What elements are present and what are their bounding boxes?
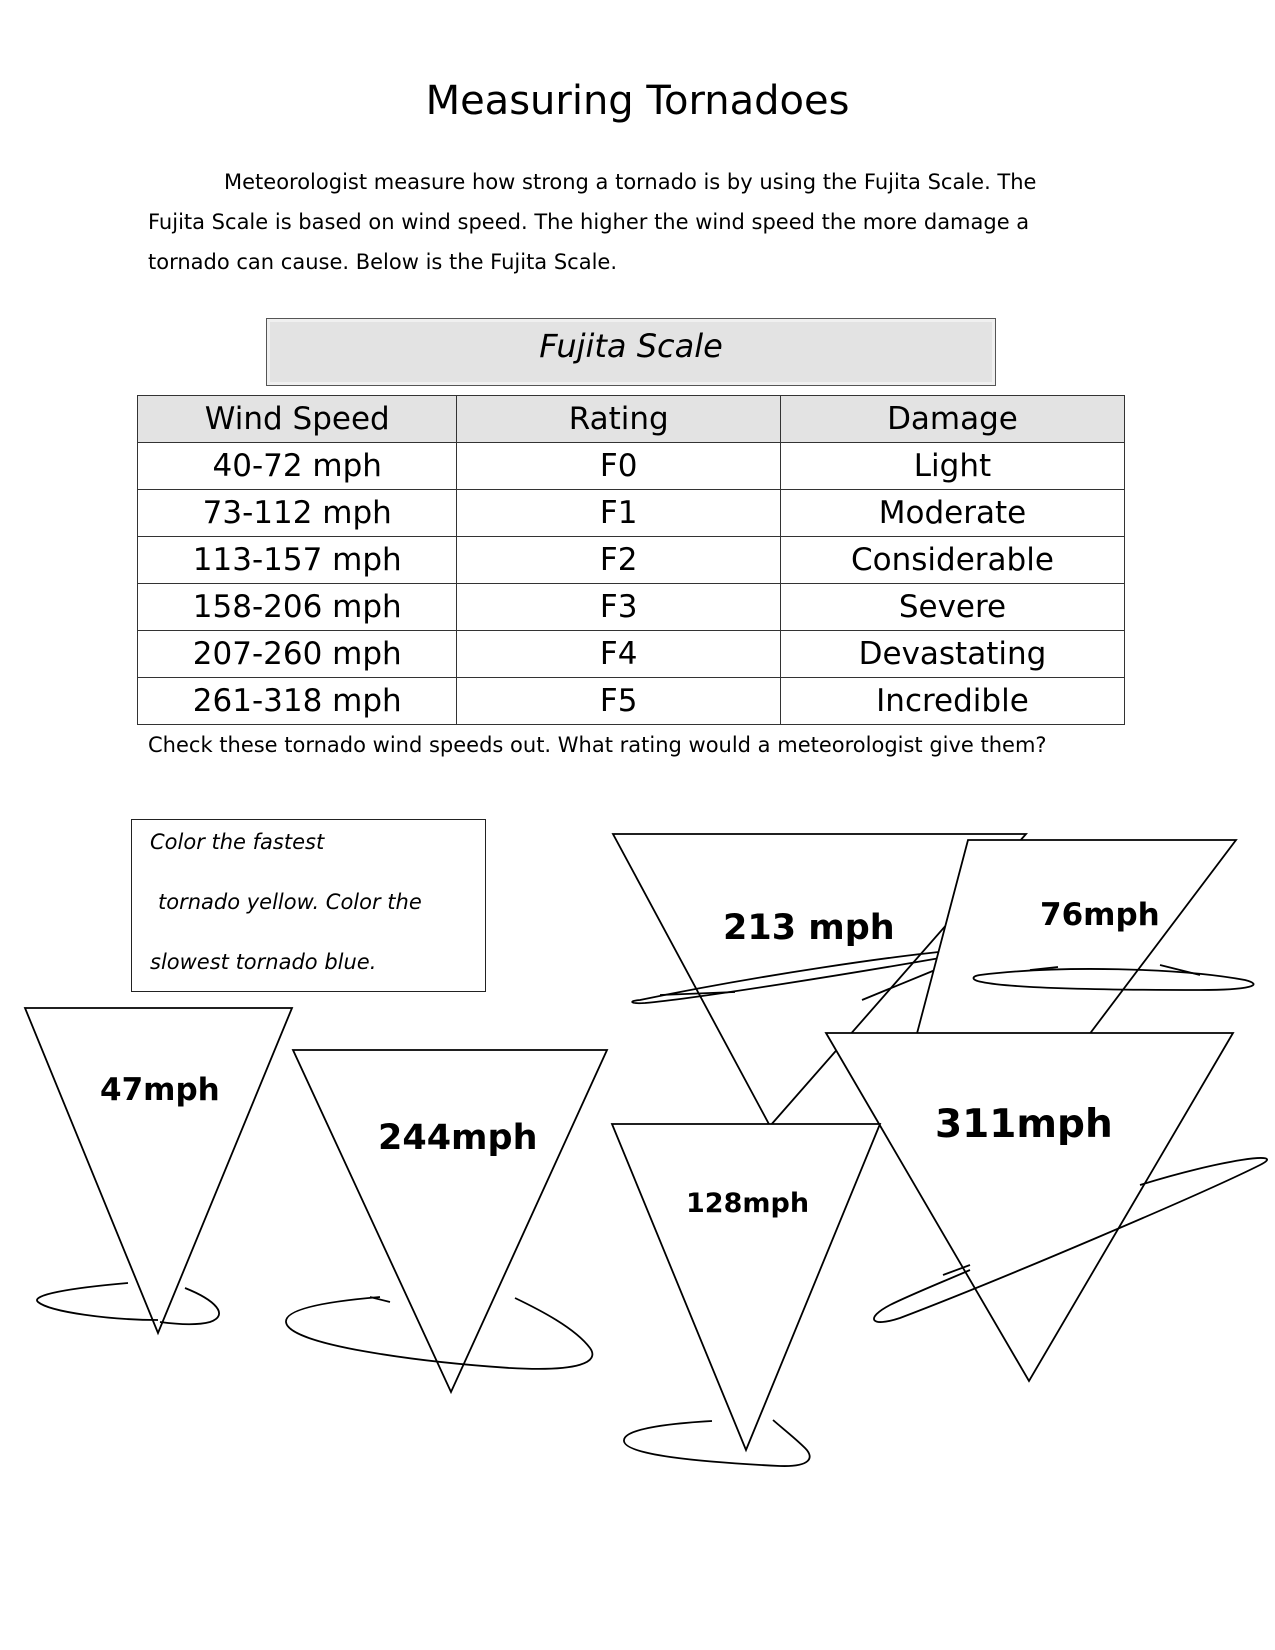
cell-rating: F1 [457, 490, 780, 537]
cell-wind-speed: 40-72 mph [138, 443, 457, 490]
instructions-line: tornado yellow. Color the [158, 890, 422, 914]
cell-wind-speed: 113-157 mph [138, 537, 457, 584]
header-damage: Damage [780, 396, 1124, 443]
scale-title: Fujita Scale [266, 318, 996, 386]
instructions-line: Color the fastest [150, 830, 325, 854]
cell-damage: Considerable [780, 537, 1124, 584]
tornado-speed-label: 311mph [935, 1102, 1113, 1147]
cell-rating: F4 [457, 631, 780, 678]
cell-rating: F3 [457, 584, 780, 631]
tornado-speed-label: 213 mph [723, 908, 895, 948]
cell-damage: Light [780, 443, 1124, 490]
cell-wind-speed: 158-206 mph [138, 584, 457, 631]
page-title: Measuring Tornadoes [425, 78, 850, 124]
tornado-speed-label: 244mph [378, 1118, 538, 1158]
tornado-128[interactable] [612, 1124, 880, 1466]
cell-rating: F2 [457, 537, 780, 584]
cell-damage: Incredible [780, 678, 1124, 725]
cell-damage: Devastating [780, 631, 1124, 678]
tornado-311[interactable] [826, 1033, 1267, 1381]
intro-text: Meteorologist measure how strong a tornado is by using the Fujita Scale. The Fujita Scale is based on wind speed. The higher the wind speed the more damage a tornado can cause. Below is the Fujita Scale. [148, 170, 1037, 274]
tornado-47[interactable] [25, 1008, 292, 1333]
cell-rating: F5 [457, 678, 780, 725]
tornado-speed-label: 76mph [1040, 897, 1160, 933]
instructions-line: slowest tornado blue. [150, 950, 377, 974]
cell-wind-speed: 261-318 mph [138, 678, 457, 725]
tornado-speed-label: 47mph [100, 1072, 220, 1108]
cell-wind-speed: 207-260 mph [138, 631, 457, 678]
question-text: Check these tornado wind speeds out. What rating would a meteorologist give them? [148, 733, 1047, 757]
tornado-76[interactable] [910, 840, 1254, 1060]
cell-damage: Severe [780, 584, 1124, 631]
cell-damage: Moderate [780, 490, 1124, 537]
header-rating: Rating [457, 396, 780, 443]
cell-rating: F0 [457, 443, 780, 490]
tornado-244[interactable] [286, 1050, 607, 1392]
header-wind-speed: Wind Speed [138, 396, 457, 443]
tornado-speed-label: 128mph [686, 1188, 810, 1219]
cell-wind-speed: 73-112 mph [138, 490, 457, 537]
